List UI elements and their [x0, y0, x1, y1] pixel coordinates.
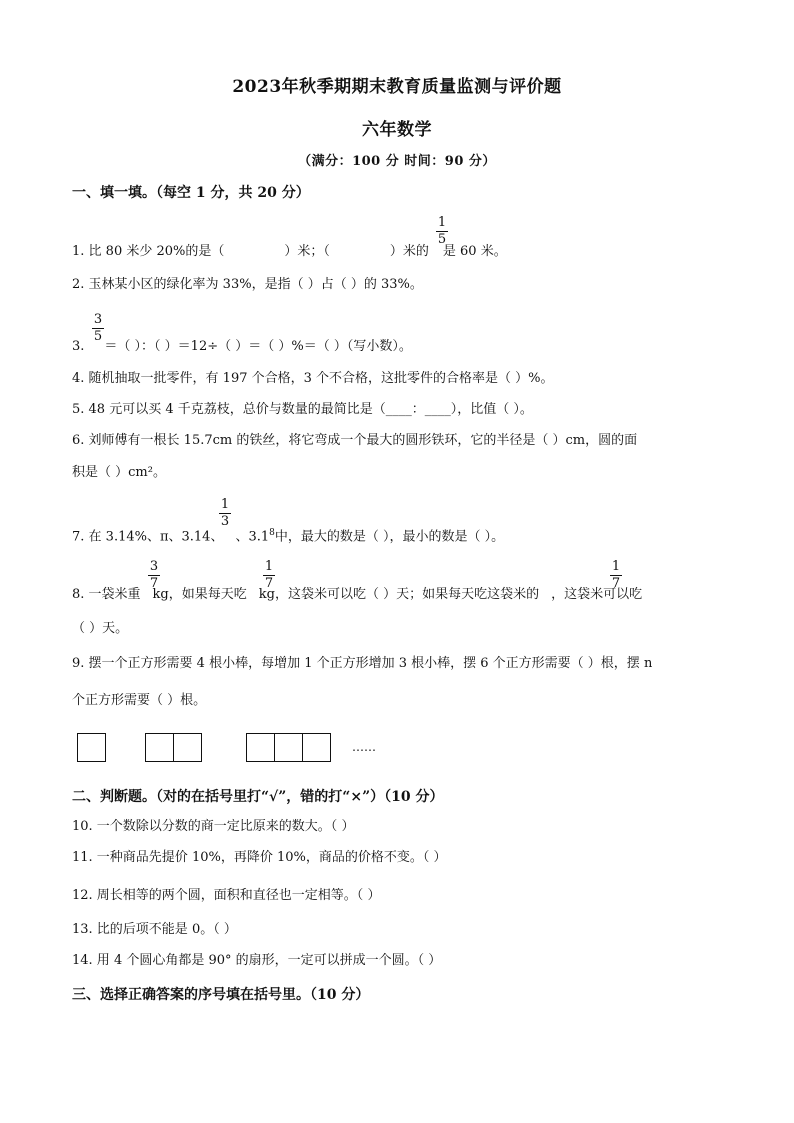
q3-frac-num: 3	[93, 312, 103, 327]
square	[173, 733, 202, 762]
q1-part-b: ）米；（	[284, 244, 330, 259]
section2-heading: 二、判断题。（对的在括号里打“√”，错的打“×”）（10 分）	[72, 789, 444, 805]
q7-frac-den: 3	[220, 514, 230, 529]
question-4: 4. 随机抽取一批零件，有 197 个合格，3 个不合格，这批零件的合格率是（ ）%。	[72, 371, 554, 386]
exam-info: （满分：100 分 时间：90 分）	[298, 154, 496, 169]
q3-rest: ＝（ ）：（ ）＝12÷（ ）＝（ ）%＝（ ）（写小数）。	[104, 339, 412, 354]
q7-part-b: 、3.1	[235, 529, 270, 545]
q8-part-c: kg，这袋米可以吃（ ）天；如果每天吃这袋米的	[258, 587, 540, 602]
three-squares-figure	[247, 733, 331, 763]
q7-part-a: 7. 在 3.14%、π、3.14、	[72, 529, 224, 545]
exam-subject: 六年数学	[362, 120, 432, 140]
question-6-line1: 6. 刘师傅有一根长 15.7cm 的铁丝，将它弯成一个最大的圆形铁环，它的半径是（ ）cm，圆的面	[72, 433, 638, 448]
q1-frac-num: 1	[437, 215, 447, 230]
q8-f3-num: 1	[611, 559, 621, 574]
question-1	[72, 243, 507, 261]
question-8-line2: （ ）天。	[72, 621, 129, 636]
q7-mark: 8	[269, 528, 275, 538]
question-7	[72, 524, 504, 546]
question-12: 12. 周长相等的两个圆，面积和直径也一定相等。（ ）	[72, 888, 381, 903]
q8-f3-den: 7	[611, 576, 621, 591]
q1-part-a: 1. 比 80 米少 20%的是（	[72, 244, 225, 259]
q8-part-a: 8. 一袋米重	[72, 587, 141, 602]
square	[77, 733, 106, 762]
q7-frac-num: 1	[220, 497, 230, 512]
question-9-line1: 9. 摆一个正方形需要 4 根小棒，每增加 1 个正方形增加 3 根小棒，摆 6 个正方形需要（ ）根，摆 n	[72, 656, 653, 671]
q8-f2-den: 7	[264, 576, 274, 591]
q3-prefix: 3.	[72, 339, 85, 354]
square	[145, 733, 174, 762]
question-11: 11. 一种商品先提价 10%，再降价 10%，商品的价格不变。（ ）	[72, 850, 447, 865]
q8-f1-den: 7	[149, 576, 159, 591]
q3-frac-den: 5	[93, 329, 103, 344]
question-10: 10. 一个数除以分数的商一定比原来的数大。（ ）	[72, 819, 355, 834]
q7-part-c: 中，最大的数是（ ），最小的数是（ ）。	[274, 529, 505, 545]
question-13: 13. 比的后项不能是 0。（ ）	[72, 922, 237, 937]
exam-title: 2023年秋季期期末教育质量监测与评价题	[232, 77, 562, 97]
section1-heading: 一、填一填。（每空 1 分，共 20 分）	[72, 185, 310, 201]
question-6-line2: 积是（ ）cm²。	[72, 465, 166, 480]
ellipsis: ……	[352, 740, 376, 754]
square	[302, 733, 331, 762]
q1-part-c: ）米的	[389, 244, 429, 259]
square	[274, 733, 303, 762]
q8-part-b: kg，如果每天吃	[152, 587, 247, 602]
q1-frac-den: 5	[437, 232, 447, 247]
square	[246, 733, 275, 762]
question-3	[72, 338, 412, 356]
q8-f2-num: 1	[264, 559, 274, 574]
q8-f1-num: 3	[149, 559, 159, 574]
question-2: 2. 玉林某小区的绿化率为 33%，是指（ ）占（ ）的 33%。	[72, 277, 423, 292]
question-5: 5. 48 元可以买 4 千克荔枝，总价与数量的最简比是（____：____），比值（ ）。	[72, 402, 533, 417]
q8-part-d: ，这袋米可以吃	[551, 587, 643, 602]
q1-part-d: 是 60 米。	[442, 244, 507, 259]
section3-heading: 三、选择正确答案的序号填在括号里。（10 分）	[72, 987, 370, 1003]
question-8-line1	[72, 586, 642, 604]
question-14: 14. 用 4 个圆心角都是 90° 的扇形，一定可以拼成一个圆。（ ）	[72, 953, 442, 968]
two-squares-figure	[146, 733, 202, 763]
question-9-line2: 个正方形需要（ ）根。	[72, 693, 207, 708]
one-square-figure	[78, 733, 106, 763]
